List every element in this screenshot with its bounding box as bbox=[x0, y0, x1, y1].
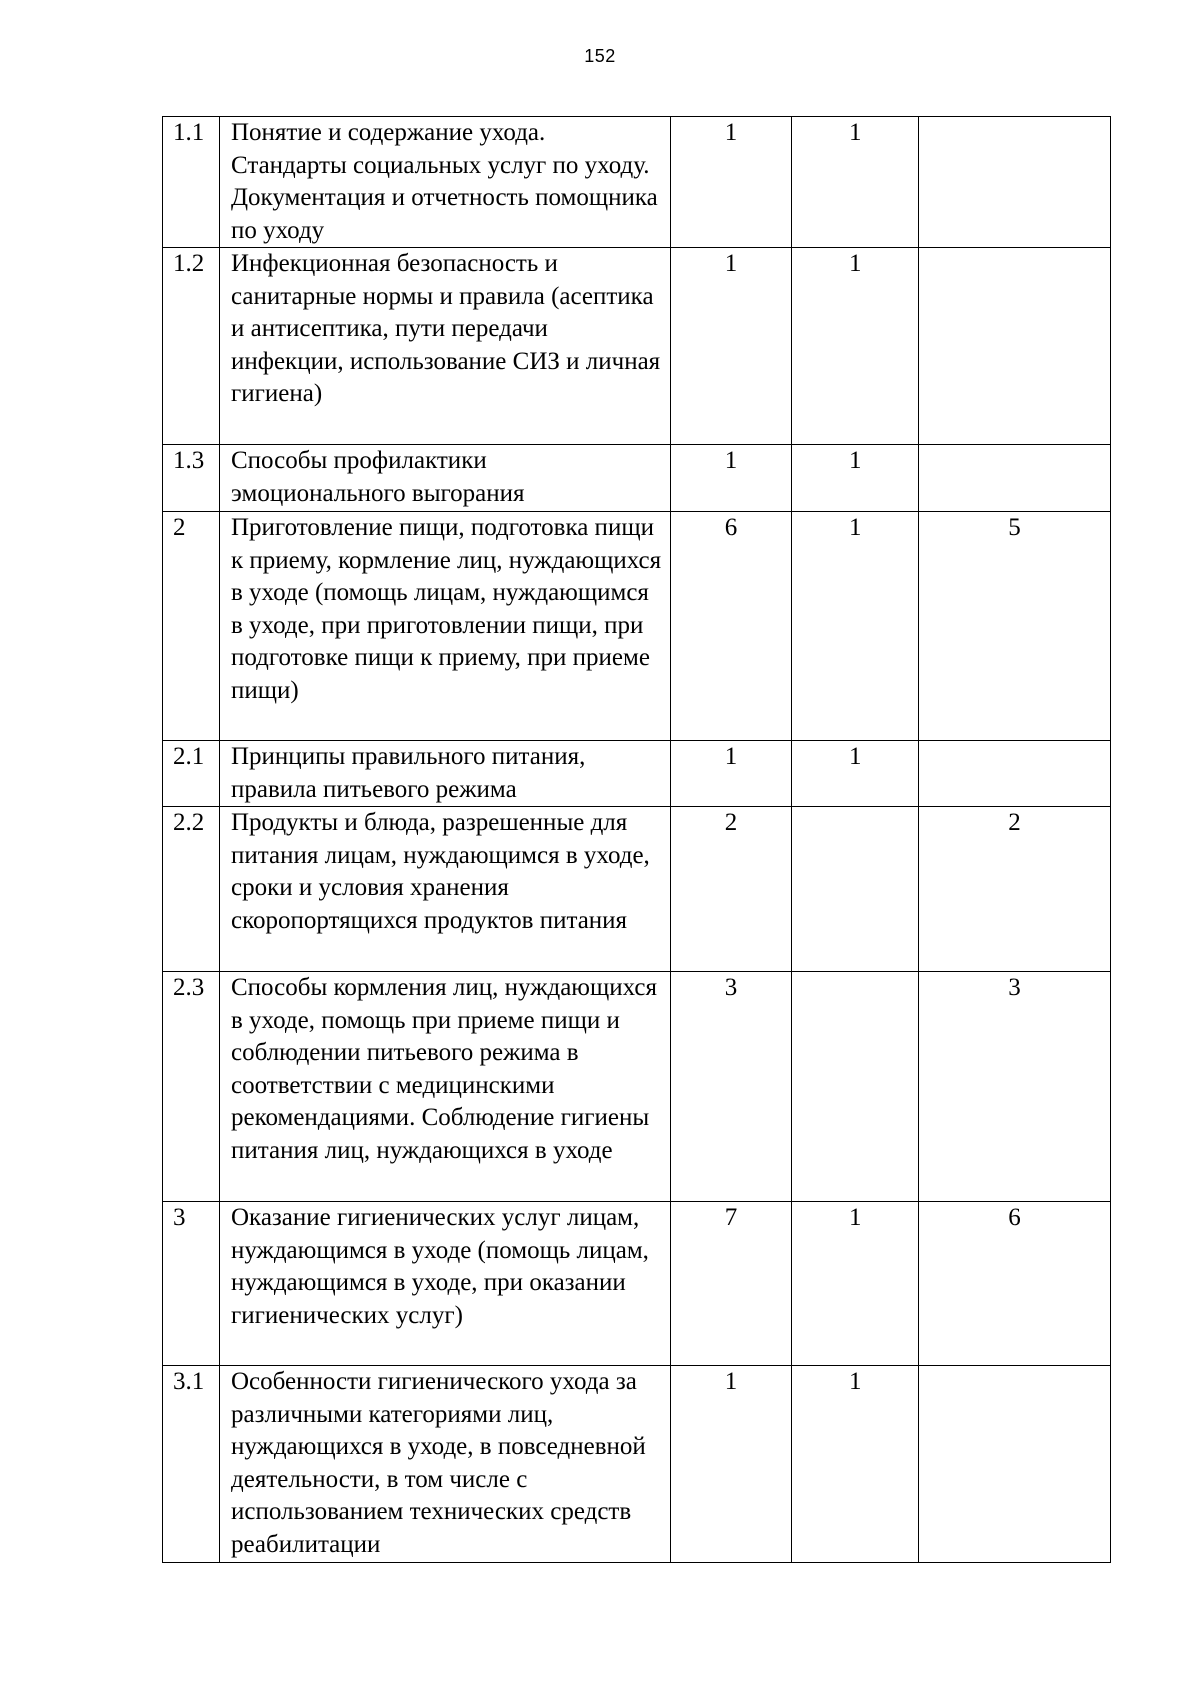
row-title-cell: Принципы правильного питания, правила питьевого режима bbox=[220, 741, 671, 807]
practice-hours-cell: 3 bbox=[919, 972, 1111, 1202]
total-hours-cell: 2 bbox=[671, 807, 792, 972]
total-hours-cell: 1 bbox=[671, 1366, 792, 1563]
theory-hours-cell: 1 bbox=[792, 1366, 919, 1563]
row-title-cell: Оказание гигиенических услуг лицам, нуждающимся в уходе (помощь лицам, нуждающимся в уходе, при оказании гигиенических услуг) bbox=[220, 1202, 671, 1366]
total-hours-cell: 7 bbox=[671, 1202, 792, 1366]
practice-hours-cell: 2 bbox=[919, 807, 1111, 972]
row-title-cell: Продукты и блюда, разрешенные для питания лицам, нуждающимся в уходе, сроки и условия хранения скоропортящихся продуктов питания bbox=[220, 807, 671, 972]
table-row bbox=[163, 117, 1111, 248]
theory-hours-cell: 1 bbox=[792, 512, 919, 741]
row-number-cell: 1.2 bbox=[163, 248, 220, 445]
theory-hours-cell: 1 bbox=[792, 741, 919, 807]
theory-hours-cell: 1 bbox=[792, 1202, 919, 1366]
page-number: 152 bbox=[584, 46, 616, 66]
row-title-cell: Приготовление пищи, подготовка пищи к приему, кормление лиц, нуждающихся в уходе (помощь лицам, нуждающимся в уходе, при приготовлении пищи, при подготовке пищи к приему, при приеме пищи) bbox=[220, 512, 671, 741]
row-number-cell: 3 bbox=[163, 1202, 220, 1366]
total-hours-cell: 1 bbox=[671, 445, 792, 512]
practice-hours-cell bbox=[919, 445, 1111, 512]
practice-hours-cell bbox=[919, 248, 1111, 445]
row-number-cell: 2.3 bbox=[163, 972, 220, 1202]
theory-hours-cell: 1 bbox=[792, 248, 919, 445]
table-row bbox=[163, 1366, 1111, 1563]
row-number-cell: 2.2 bbox=[163, 807, 220, 972]
total-hours-cell: 3 bbox=[671, 972, 792, 1202]
row-number-cell: 2.1 bbox=[163, 741, 220, 807]
row-number-cell: 3.1 bbox=[163, 1366, 220, 1563]
practice-hours-cell bbox=[919, 117, 1111, 248]
row-title-cell: Понятие и содержание ухода. Стандарты социальных услуг по уходу. Документация и отчетность помощника по уходу bbox=[220, 117, 671, 248]
table-row bbox=[163, 248, 1111, 445]
table-row bbox=[163, 1202, 1111, 1366]
row-title-cell: Способы кормления лиц, нуждающихся в уходе, помощь при приеме пищи и соблюдении питьевого режима в соответствии с медицинскими рекомендациями. Соблюдение гигиены питания лиц, нуждающихся в уходе bbox=[220, 972, 671, 1202]
row-title-cell: Способы профилактики эмоционального выгорания bbox=[220, 445, 671, 512]
practice-hours-cell bbox=[919, 1366, 1111, 1563]
total-hours-cell: 6 bbox=[671, 512, 792, 741]
practice-hours-cell: 6 bbox=[919, 1202, 1111, 1366]
theory-hours-cell: 1 bbox=[792, 445, 919, 512]
theory-hours-cell bbox=[792, 807, 919, 972]
total-hours-cell: 1 bbox=[671, 248, 792, 445]
table-row bbox=[163, 741, 1111, 807]
total-hours-cell: 1 bbox=[671, 117, 792, 248]
row-number-cell: 1.3 bbox=[163, 445, 220, 512]
practice-hours-cell bbox=[919, 741, 1111, 807]
practice-hours-cell: 5 bbox=[919, 512, 1111, 741]
table-row bbox=[163, 445, 1111, 512]
theory-hours-cell: 1 bbox=[792, 117, 919, 248]
theory-hours-cell bbox=[792, 972, 919, 1202]
row-number-cell: 1.1 bbox=[163, 117, 220, 248]
row-number-cell: 2 bbox=[163, 512, 220, 741]
row-title-cell: Особенности гигиенического ухода за различными категориями лиц, нуждающихся в уходе, в повседневной деятельности, в том числе с использованием технических средств реабилитации bbox=[220, 1366, 671, 1563]
table-row bbox=[163, 807, 1111, 972]
row-title-cell: Инфекционная безопасность и санитарные нормы и правила (асептика и антисептика, пути передачи инфекции, использование СИЗ и личная гигиена) bbox=[220, 248, 671, 445]
total-hours-cell: 1 bbox=[671, 741, 792, 807]
table-row bbox=[163, 972, 1111, 1202]
curriculum-table bbox=[162, 116, 1111, 1563]
table-row bbox=[163, 512, 1111, 741]
